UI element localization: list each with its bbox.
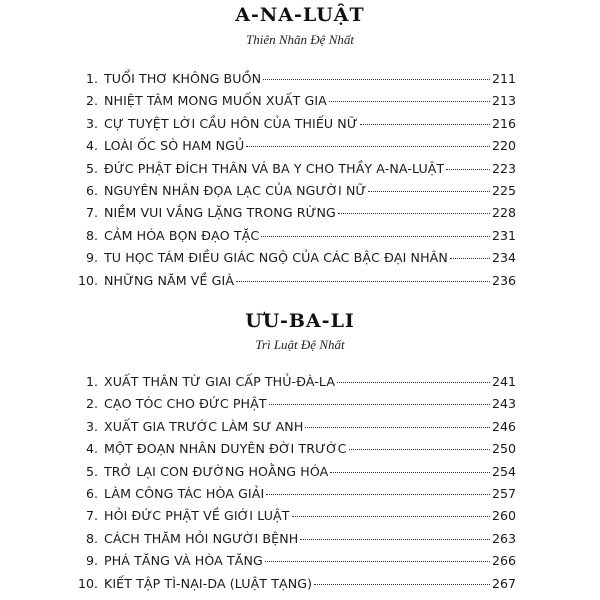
dot-leader <box>446 169 490 170</box>
entry-page: 234 <box>491 250 516 266</box>
entry-page: 266 <box>491 553 516 569</box>
toc-entry <box>76 371 516 393</box>
toc-entry <box>76 528 516 550</box>
dot-leader <box>338 213 490 214</box>
dot-leader <box>368 191 490 192</box>
entry-title: NIỀM VUI VẮNG LẶNG TRONG RỪNG <box>104 205 336 221</box>
entry-page: 213 <box>491 93 516 109</box>
entry-title: CẠO TÓC CHO ĐỨC PHẬT <box>104 396 267 412</box>
dot-leader <box>292 516 490 517</box>
toc-entry <box>76 90 516 112</box>
entry-title: TRỞ LẠI CON ĐƯỜNG HOẰNG HÓA <box>104 463 329 479</box>
toc-list <box>76 371 516 595</box>
entry-number: 8. <box>85 530 98 546</box>
entry-page: 250 <box>491 441 516 457</box>
entry-title: MỘT ĐOẠN NHÂN DUYÊN ĐỜI TRƯỚC <box>104 441 347 457</box>
entry-number: 7. <box>85 508 98 524</box>
toc-entry <box>76 158 516 180</box>
entry-page: 236 <box>491 272 516 288</box>
entry-title: KIẾT TẬP TÌ-NẠI-DA (LUẬT TẠNG) <box>104 575 313 591</box>
entry-number: 2. <box>85 93 98 109</box>
toc-entry <box>76 113 516 135</box>
entry-page: 211 <box>491 71 516 86</box>
entry-page: 231 <box>491 227 516 243</box>
entry-number: 3. <box>85 115 98 131</box>
dot-leader <box>349 449 490 450</box>
entry-title: CỰ TUYỆT LỜI CẦU HÔN CỦA THIẾU NỮ <box>104 115 358 131</box>
dot-leader <box>266 494 490 495</box>
section-subtitle: Thiên Nhãn Đệ Nhất <box>246 32 354 47</box>
entry-page: 241 <box>491 374 516 389</box>
entry-page: 260 <box>491 508 516 524</box>
dot-leader <box>300 539 490 540</box>
dot-leader <box>360 124 490 125</box>
toc-entry <box>76 135 516 157</box>
entry-page: 263 <box>491 530 516 546</box>
dot-leader <box>450 258 490 259</box>
entry-title: XUẤT GIA TRƯỚC LÀM SƯ ANH <box>104 418 304 434</box>
dot-leader <box>329 101 490 102</box>
entry-title: NHỮNG NĂM VỀ GIÀ <box>104 272 235 288</box>
entry-title: NHIỆT TÂM MONG MUỐN XUẤT GIA <box>104 93 327 109</box>
toc-entry <box>76 68 516 90</box>
toc-entry <box>76 550 516 572</box>
entry-page: 228 <box>491 205 516 221</box>
toc-entry <box>76 180 516 202</box>
toc-entry <box>76 438 516 460</box>
entry-number: 5. <box>85 463 98 479</box>
entry-title: CẢM HÓA BỌN ĐẠO TẶC <box>104 227 260 243</box>
entry-page: 216 <box>491 115 516 131</box>
toc-entry <box>76 461 516 483</box>
entry-number: 2. <box>85 396 98 412</box>
dot-leader <box>269 404 490 405</box>
entry-number: 6. <box>85 182 98 198</box>
entry-page: 257 <box>491 485 516 501</box>
entry-number: 1. <box>85 374 98 389</box>
dot-leader <box>305 427 490 428</box>
entry-page: 267 <box>491 575 516 591</box>
entry-title: NGUYÊN NHÂN ĐỌA LẠC CỦA NGƯỜI NỮ <box>104 182 367 198</box>
toc-entry <box>76 202 516 224</box>
toc-entry <box>76 505 516 527</box>
entry-number: 10. <box>77 575 98 591</box>
entry-title: TUỔI THƠ KHÔNG BUỒN <box>104 71 262 86</box>
dot-leader <box>330 472 490 473</box>
entry-number: 9. <box>85 250 98 266</box>
dot-leader <box>314 584 490 585</box>
entry-title: XUẤT THÂN TỪ GIAI CẤP THỦ-ĐÀ-LA <box>104 374 336 389</box>
entry-page: 254 <box>491 463 516 479</box>
entry-title: TU HỌC TÁM ĐIỀU GIÁC NGỘ CỦA CÁC BẬC ĐẠI NHÂN <box>104 250 448 266</box>
toc-entry <box>76 573 516 595</box>
entry-number: 4. <box>85 138 98 154</box>
dot-leader <box>261 236 490 237</box>
entry-title: CÁCH THĂM HỎI NGƯỜI BỆNH <box>104 530 299 546</box>
entry-number: 9. <box>85 553 98 569</box>
entry-page: 243 <box>491 396 516 412</box>
entry-title: PHÁ TĂNG VÀ HÒA TĂNG <box>104 553 263 569</box>
toc-entry <box>76 483 516 505</box>
section-title: A-NA-LUẬT <box>235 4 365 26</box>
entry-page: 223 <box>491 160 516 176</box>
entry-title: LOÀI ỐC SÒ HAM NGỦ <box>104 138 245 154</box>
entry-page: 246 <box>491 418 516 434</box>
dot-leader <box>236 281 490 282</box>
entry-page: 220 <box>491 138 516 154</box>
entry-page: 225 <box>491 182 516 198</box>
dot-leader <box>265 561 490 562</box>
dot-leader <box>263 79 490 80</box>
entry-title: HỎI ĐỨC PHẬT VỀ GIỚI LUẬT <box>104 508 290 524</box>
entry-number: 7. <box>85 205 98 221</box>
dot-leader <box>337 382 490 383</box>
section-subtitle: Trì Luật Đệ Nhất <box>255 337 345 352</box>
toc-list <box>76 68 516 292</box>
entry-title: ĐỨC PHẬT ĐÍCH THÂN VÁ BA Y CHO THẦY A-NA-LUẬT <box>104 160 445 176</box>
entry-number: 10. <box>77 272 98 288</box>
toc-entry <box>76 270 516 292</box>
entry-number: 1. <box>85 71 98 86</box>
entry-number: 6. <box>85 485 98 501</box>
entry-title: LÀM CÔNG TÁC HÒA GIẢI <box>104 485 265 501</box>
entry-number: 5. <box>85 160 98 176</box>
entry-number: 3. <box>85 418 98 434</box>
dot-leader <box>246 146 490 147</box>
toc-entry <box>76 247 516 269</box>
toc-entry <box>76 393 516 415</box>
section-title: ƯU-BA-LI <box>245 310 355 332</box>
toc-entry <box>76 225 516 247</box>
entry-number: 8. <box>85 227 98 243</box>
entry-number: 4. <box>85 441 98 457</box>
toc-entry <box>76 416 516 438</box>
